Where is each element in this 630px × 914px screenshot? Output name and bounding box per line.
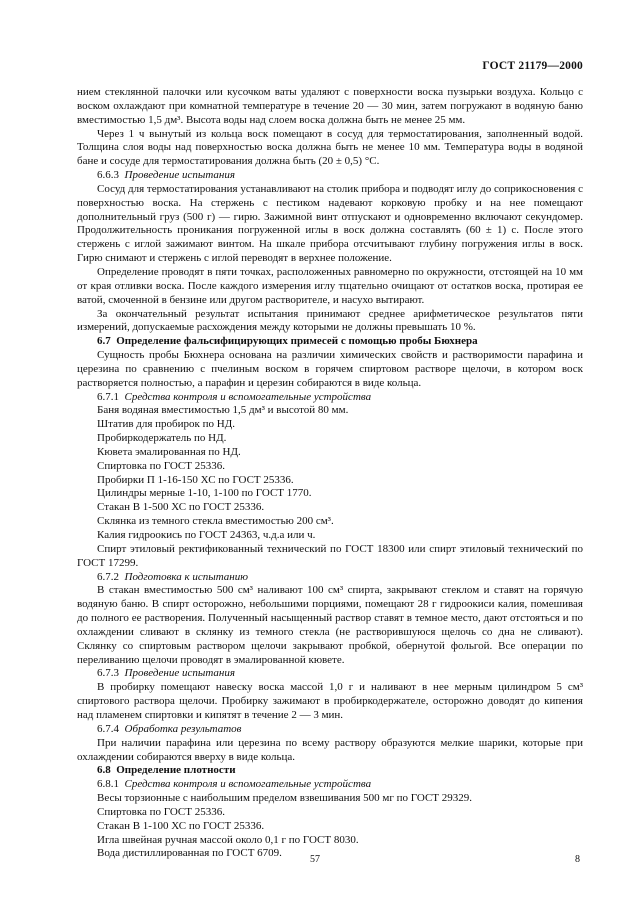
paragraph: В пробирку помещают навеску воска массой 1,0 г и наливают в нее мерным цилиндром 5 см³ спиртового раствора щелочи. Пробирку зажимают в пробиркодержателе, осторожно доводят до кипения над пламенем спиртовки и кипятят в течение 2 — 3 мин. xyxy=(77,681,583,721)
sheet-number: 8 xyxy=(575,854,580,865)
paragraph: нием стеклянной палочки или кусочком ваты удаляют с поверхности воска пузырьки воздуха. Кольцо с воском охлаждают при комнатной температуре в течение 20 — 30 мин, затем погружают в водяную баню вместимостью 1,5 дм³. Высота воды над слоем воска должна быть не менее 25 мм. xyxy=(77,86,583,126)
subsection-title: Средства контроля и вспомогательные устройства xyxy=(124,390,372,403)
list-item: Склянка из темного стекла вместимостью 200 см³. xyxy=(97,515,334,528)
subsection-number: 6.7.3 xyxy=(97,667,119,680)
list-item: Цилиндры мерные 1-10, 1-100 по ГОСТ 1770. xyxy=(97,487,312,500)
subsection-title: Обработка результатов xyxy=(124,722,242,735)
page-number: 57 xyxy=(310,854,320,865)
paragraph: Определение проводят в пяти точках, расположенных равномерно по окружности, отстоящей на 10 мм от края отливки воска. После каждого измерения иглу тщательно очищают от остатков воска, протирая ее ватой, смоченной в бензине или другом растворителе, и насухо вытирают. xyxy=(77,265,583,306)
list-item: Кювета эмалированная по НД. xyxy=(97,445,241,458)
subsection-title: Проведение испытания xyxy=(124,169,235,182)
section-title: Определение фальсифицирующих примесей с помощью пробы Бюхнера xyxy=(116,335,478,348)
paragraph: Сущность пробы Бюхнера основана на различии химических свойств и растворимости парафина и церезина по сравнению с пчелиным воском в горячем спиртовом растворе щелочи, в котором воск растворяется полностью, а парафин и церезин собираются в виде кольца. xyxy=(77,349,583,389)
subsection-title: Средства контроля и вспомогательные устройства xyxy=(124,778,372,791)
section-number: 6.7 xyxy=(97,335,111,348)
list-item: Игла швейная ручная массой около 0,1 г по ГОСТ 8030. xyxy=(97,833,359,846)
list-item: Весы торзионные с наибольшим пределом взвешивания 500 мг по ГОСТ 29329. xyxy=(97,792,472,805)
subsection-title: Проведение испытания xyxy=(124,667,235,680)
list-item: Пробиркодержатель по НД. xyxy=(97,432,227,445)
section-title: Определение плотности xyxy=(116,764,236,777)
section-heading xyxy=(77,335,583,349)
section-heading xyxy=(77,764,583,778)
subsection-heading xyxy=(77,169,583,183)
list-item: Спиртовка по ГОСТ 25336. xyxy=(97,805,225,818)
paragraph: При наличии парафина или церезина по всему раствору образуются мелкие шарики, которые при охлаждении собираются вверху в виде кольца. xyxy=(77,736,583,763)
list-item: Спиртовка по ГОСТ 25336. xyxy=(97,459,225,472)
paragraph: Спирт этиловый ректификованный технический по ГОСТ 18300 или спирт этиловый технический по ГОСТ 17299. xyxy=(77,542,583,569)
document-code: ГОСТ 21179—2000 xyxy=(482,60,583,72)
list-item: Штатив для пробирок по НД. xyxy=(97,418,235,431)
subsection-heading xyxy=(77,391,583,405)
paragraph: За окончательный результат испытания принимают среднее арифметическое результатов пяти измерений, допускаемые расхождения между которыми не должны превышать 10 %. xyxy=(77,307,583,334)
subsection-number: 6.7.1 xyxy=(97,390,119,403)
subsection-number: 6.8.1 xyxy=(97,778,119,791)
subsection-title: Подготовка к испытанию xyxy=(124,570,249,583)
subsection-heading xyxy=(77,778,583,792)
list-item: Вода дистиллированная по ГОСТ 6709. xyxy=(97,847,282,860)
list-item: Стакан В 1-500 ХС по ГОСТ 25336. xyxy=(97,501,265,514)
subsection-heading xyxy=(77,667,583,681)
paragraph: Сосуд для термостатирования устанавливают на столик прибора и подводят иглу до соприкосновения с поверхностью воска. На стержень с пестиком надевают корковую пробку и на нее помещают дополнительный груз (500 г) — гирю. Зажимной винт отпускают и одновременно включают секундомер. Продолжительность проникания погруженной иглы в воск должна составлять (60 ± 1) с. После этого стержень с иглой зажимают винтом. На шкале прибора отсчитывают глубину погружения иглы в воск. Гирю снимают и стержень с иглой переводят в верхнее положение. xyxy=(77,182,583,265)
subsection-number: 6.6.3 xyxy=(97,169,119,182)
list-item: Стакан В 1-100 ХС по ГОСТ 25336. xyxy=(97,819,265,832)
subsection-heading xyxy=(77,723,583,737)
subsection-number: 6.7.2 xyxy=(97,570,119,583)
subsection-heading xyxy=(77,571,583,585)
subsection-number: 6.7.4 xyxy=(97,722,119,735)
section-number: 6.8 xyxy=(97,764,111,777)
list-item: Баня водяная вместимостью 1,5 дм³ и высотой 80 мм. xyxy=(97,404,349,417)
paragraph: Через 1 ч вынутый из кольца воск помещают в сосуд для термостатирования, заполненный водой. Толщина слоя воды над поверхностью воска должна быть не менее 10 мм. Температура воды в водяной бане и сосуде для термостатирования должна быть (20 ± 0,5) °С. xyxy=(77,127,583,168)
list-item: Пробирки П 1-16-150 ХС по ГОСТ 25336. xyxy=(97,473,294,486)
document-body xyxy=(77,86,583,861)
paragraph: В стакан вместимостью 500 см³ наливают 100 см³ спирта, закрывают стеклом и ставят на горячую водяную баню. В спирт осторожно, небольшими порциями, помещают 28 г гидроокиси калия, помешивая до полного ее растворения. Полученный насыщенный раствор ставят в темное место, дают отстояться и по охлаждении сливают в склянку из темного стекла (не растворившуюся щелочь со дна не сливают). Склянку со спиртовым раствором щелочи закрывают пробкой, обернутой фольгой. Все операции по переливанию щелочи проводят в эмалированной кювете. xyxy=(77,584,583,666)
list-item: Калия гидроокись по ГОСТ 24363, ч.д.а или ч. xyxy=(97,529,316,541)
